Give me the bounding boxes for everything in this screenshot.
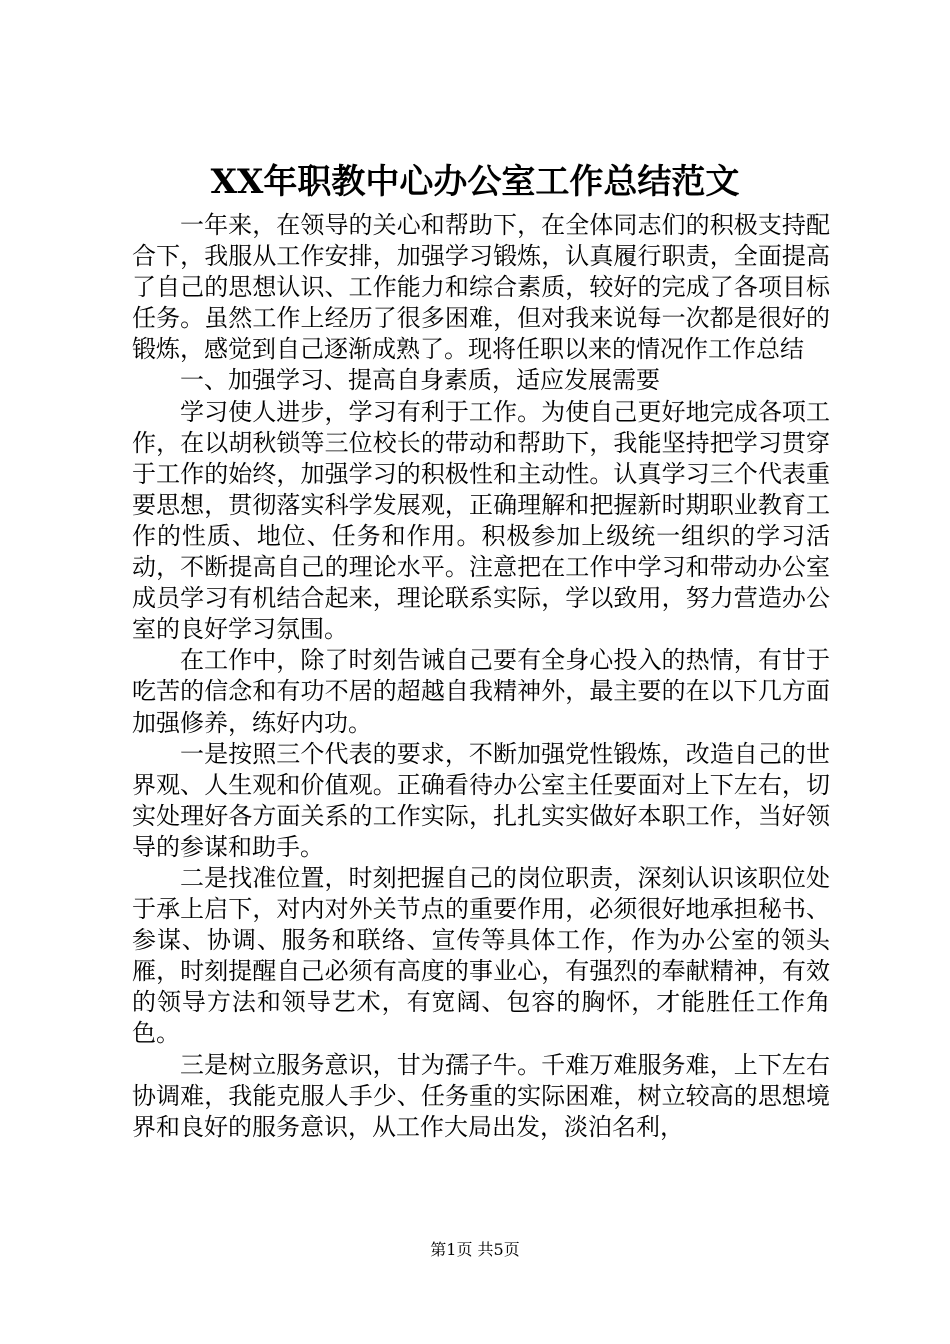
paragraph-point-2: 二是找准位置，时刻把握自己的岗位职责，深刻认识该职位处于承上启下，对内对外关节点的重要作用，必须很好地承担秘书、参谋、协调、服务和联络、宣传等具体工作，作为办公室的领头雁，时刻提醒自己必须有高度的事业心，有强烈的奉献精神，有效的领导方法和领导艺术，有宽阔、包容的胸怀，才能胜任工作角色。 (132, 863, 830, 1048)
page-number: 第1页 共5页 (430, 1240, 520, 1259)
document-body (132, 210, 830, 1143)
paragraph-point-1: 一是按照三个代表的要求，不断加强党性锻炼，改造自己的世界观、人生观和价值观。正确看待办公室主任要面对上下左右，切实处理好各方面关系的工作实际，扎扎实实做好本职工作，当好领导的参谋和助手。 (132, 739, 830, 861)
document-title: XX年职教中心办公室工作总结范文 (210, 162, 740, 202)
paragraph-study: 学习使人进步，学习有利于工作。为使自己更好地完成各项工作，在以胡秋锁等三位校长的带动和帮助下，我能坚持把学习贯穿于工作的始终，加强学习的积极性和主动性。认真学习三个代表重要思想，贯彻落实科学发展观，正确理解和把握新时期职业教育工作的性质、地位、任务和作用。积极参加上级统一组织的学习活动，不断提高自己的理论水平。注意把在工作中学习和带动办公室成员学习有机结合起来，理论联系实际，学以致用，努力营造办公室的良好学习氛围。 (132, 397, 830, 644)
paragraph-point-3: 三是树立服务意识，甘为孺子牛。千难万难服务难，上下左右协调难，我能克服人手少、任务重的实际困难，树立较高的思想境界和良好的服务意识，从工作大局出发，淡泊名利， (132, 1050, 830, 1141)
paragraph-work: 在工作中，除了时刻告诫自己要有全身心投入的热情，有甘于吃苦的信念和有功不居的超越自我精神外，最主要的在以下几方面加强修养，练好内功。 (132, 646, 830, 737)
paragraph-intro: 一年来，在领导的关心和帮助下，在全体同志们的积极支持配合下，我服从工作安排，加强学习锻炼，认真履行职责，全面提高了自己的思想认识、工作能力和综合素质，较好的完成了各项目标任务。虽然工作上经历了很多困难，但对我来说每一次都是很好的锻炼，感觉到自己逐渐成熟了。现将任职以来的情况作工作总结 (132, 211, 830, 364)
section-heading-1: 一、加强学习、提高自身素质，适应发展需要 (180, 366, 660, 395)
